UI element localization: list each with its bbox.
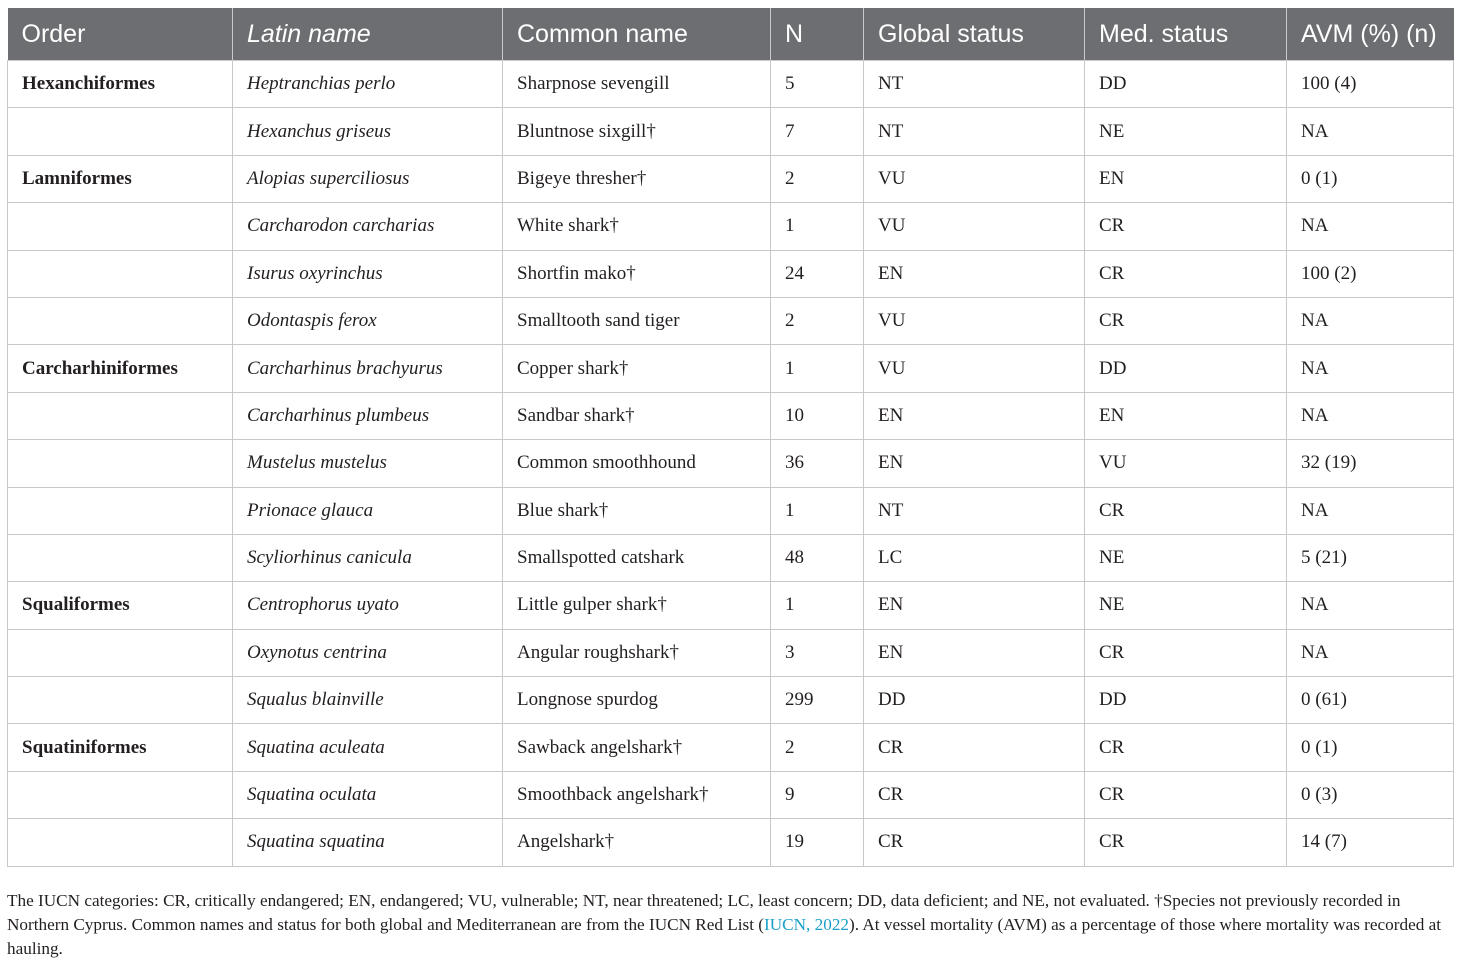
global-status-cell: EN <box>864 629 1085 676</box>
latin-name-cell: Carcharhinus brachyurus <box>233 345 503 392</box>
common-name-cell: Common smoothhound <box>503 440 771 487</box>
common-name-cell: Bluntnose sixgill† <box>503 108 771 155</box>
n-cell: 2 <box>771 155 864 202</box>
table-row <box>8 582 1454 629</box>
med-status-cell: VU <box>1085 440 1287 487</box>
med-status-cell: CR <box>1085 487 1287 534</box>
common-name-cell: Angelshark† <box>503 819 771 866</box>
table-row <box>8 392 1454 439</box>
common-name-cell: Shortfin mako† <box>503 250 771 297</box>
table-row <box>8 440 1454 487</box>
n-cell: 3 <box>771 629 864 676</box>
n-cell: 10 <box>771 392 864 439</box>
header-global-status: Global status <box>864 8 1085 61</box>
latin-name-cell: Carcharodon carcharias <box>233 203 503 250</box>
n-cell: 1 <box>771 582 864 629</box>
latin-name-cell: Squalus blainville <box>233 677 503 724</box>
med-status-cell: NE <box>1085 108 1287 155</box>
avm-cell: NA <box>1287 487 1454 534</box>
avm-cell: 100 (4) <box>1287 61 1454 108</box>
med-status-cell: CR <box>1085 724 1287 771</box>
table-row <box>8 250 1454 297</box>
med-status-cell: CR <box>1085 629 1287 676</box>
avm-cell: 100 (2) <box>1287 250 1454 297</box>
header-order: Order <box>8 8 233 61</box>
n-cell: 36 <box>771 440 864 487</box>
footnote-text-end: ). At vessel mortality (AVM) as a percentage of those where mortality was recorded at hauling. <box>7 915 1441 958</box>
med-status-cell: EN <box>1085 155 1287 202</box>
common-name-cell: Bigeye thresher† <box>503 155 771 202</box>
latin-name-cell: Hexanchus griseus <box>233 108 503 155</box>
avm-cell: NA <box>1287 345 1454 392</box>
common-name-cell: Smoothback angelshark† <box>503 771 771 818</box>
order-cell <box>8 629 233 676</box>
order-cell: Carcharhiniformes <box>8 345 233 392</box>
n-cell: 5 <box>771 61 864 108</box>
latin-name-cell: Centrophorus uyato <box>233 582 503 629</box>
common-name-cell: Sharpnose sevengill <box>503 61 771 108</box>
avm-cell: NA <box>1287 582 1454 629</box>
n-cell: 299 <box>771 677 864 724</box>
global-status-cell: CR <box>864 771 1085 818</box>
header-med-status: Med. status <box>1085 8 1287 61</box>
header-latin-name: Latin name <box>233 8 503 61</box>
order-cell <box>8 677 233 724</box>
n-cell: 19 <box>771 819 864 866</box>
common-name-cell: Longnose spurdog <box>503 677 771 724</box>
n-cell: 2 <box>771 297 864 344</box>
n-cell: 7 <box>771 108 864 155</box>
med-status-cell: CR <box>1085 203 1287 250</box>
med-status-cell: DD <box>1085 677 1287 724</box>
latin-name-cell: Alopias superciliosus <box>233 155 503 202</box>
global-status-cell: EN <box>864 250 1085 297</box>
table-row <box>8 677 1454 724</box>
global-status-cell: VU <box>864 345 1085 392</box>
n-cell: 2 <box>771 724 864 771</box>
table-row <box>8 724 1454 771</box>
global-status-cell: DD <box>864 677 1085 724</box>
avm-cell: 32 (19) <box>1287 440 1454 487</box>
n-cell: 1 <box>771 203 864 250</box>
table-row <box>8 629 1454 676</box>
table-row <box>8 819 1454 866</box>
n-cell: 1 <box>771 487 864 534</box>
latin-name-cell: Squatina squatina <box>233 819 503 866</box>
header-avm: AVM (%) (n) <box>1287 8 1454 61</box>
avm-cell: 14 (7) <box>1287 819 1454 866</box>
avm-cell: 0 (1) <box>1287 724 1454 771</box>
table-footnote <box>7 889 1453 961</box>
common-name-cell: Smallspotted catshark <box>503 534 771 581</box>
latin-name-cell: Odontaspis ferox <box>233 297 503 344</box>
order-cell <box>8 392 233 439</box>
med-status-cell: DD <box>1085 345 1287 392</box>
table-row <box>8 203 1454 250</box>
med-status-cell: NE <box>1085 582 1287 629</box>
med-status-cell: CR <box>1085 297 1287 344</box>
avm-cell: NA <box>1287 108 1454 155</box>
avm-cell: 0 (1) <box>1287 155 1454 202</box>
global-status-cell: CR <box>864 819 1085 866</box>
n-cell: 24 <box>771 250 864 297</box>
species-table-container <box>7 8 1453 867</box>
common-name-cell: Smalltooth sand tiger <box>503 297 771 344</box>
order-cell: Squaliformes <box>8 582 233 629</box>
footnote-text: The IUCN categories: CR, critically endangered; EN, endangered; VU, vulnerable; NT, near threatened; LC, least concern; DD, data deficient; and NE, not evaluated. †Species not previously recorded in Northern Cyprus. Common names and status for both global and Mediterranean are from the IUCN Red List ( <box>7 891 1401 934</box>
common-name-cell: Sandbar shark† <box>503 392 771 439</box>
order-cell <box>8 297 233 344</box>
latin-name-cell: Prionace glauca <box>233 487 503 534</box>
med-status-cell: DD <box>1085 61 1287 108</box>
common-name-cell: Sawback angelshark† <box>503 724 771 771</box>
med-status-cell: CR <box>1085 771 1287 818</box>
order-cell <box>8 534 233 581</box>
avm-cell: NA <box>1287 297 1454 344</box>
med-status-cell: CR <box>1085 250 1287 297</box>
order-cell <box>8 819 233 866</box>
n-cell: 1 <box>771 345 864 392</box>
avm-cell: 5 (21) <box>1287 534 1454 581</box>
latin-name-cell: Heptranchias perlo <box>233 61 503 108</box>
order-cell: Lamniformes <box>8 155 233 202</box>
med-status-cell: NE <box>1085 534 1287 581</box>
avm-cell: 0 (3) <box>1287 771 1454 818</box>
global-status-cell: EN <box>864 392 1085 439</box>
table-row <box>8 61 1454 108</box>
avm-cell: NA <box>1287 203 1454 250</box>
latin-name-cell: Isurus oxyrinchus <box>233 250 503 297</box>
avm-cell: NA <box>1287 392 1454 439</box>
order-cell: Squatiniformes <box>8 724 233 771</box>
table-row <box>8 297 1454 344</box>
latin-name-cell: Squatina oculata <box>233 771 503 818</box>
table-body <box>8 61 1454 867</box>
order-cell: Hexanchiformes <box>8 61 233 108</box>
global-status-cell: EN <box>864 582 1085 629</box>
common-name-cell: Little gulper shark† <box>503 582 771 629</box>
header-n: N <box>771 8 864 61</box>
common-name-cell: Copper shark† <box>503 345 771 392</box>
order-cell <box>8 203 233 250</box>
header-common-name: Common name <box>503 8 771 61</box>
table-row <box>8 534 1454 581</box>
table-row <box>8 487 1454 534</box>
avm-cell: 0 (61) <box>1287 677 1454 724</box>
common-name-cell: White shark† <box>503 203 771 250</box>
global-status-cell: NT <box>864 61 1085 108</box>
med-status-cell: EN <box>1085 392 1287 439</box>
global-status-cell: EN <box>864 440 1085 487</box>
global-status-cell: NT <box>864 487 1085 534</box>
med-status-cell: CR <box>1085 819 1287 866</box>
avm-cell: NA <box>1287 629 1454 676</box>
table-row <box>8 771 1454 818</box>
table-row <box>8 345 1454 392</box>
global-status-cell: NT <box>864 108 1085 155</box>
global-status-cell: LC <box>864 534 1085 581</box>
header-row <box>8 8 1454 61</box>
order-cell <box>8 440 233 487</box>
citation-link[interactable]: IUCN, 2022 <box>764 915 850 934</box>
latin-name-cell: Scyliorhinus canicula <box>233 534 503 581</box>
order-cell <box>8 108 233 155</box>
latin-name-cell: Oxynotus centrina <box>233 629 503 676</box>
n-cell: 9 <box>771 771 864 818</box>
latin-name-cell: Carcharhinus plumbeus <box>233 392 503 439</box>
n-cell: 48 <box>771 534 864 581</box>
common-name-cell: Blue shark† <box>503 487 771 534</box>
order-cell <box>8 771 233 818</box>
global-status-cell: VU <box>864 297 1085 344</box>
latin-name-cell: Mustelus mustelus <box>233 440 503 487</box>
order-cell <box>8 250 233 297</box>
global-status-cell: CR <box>864 724 1085 771</box>
common-name-cell: Angular roughshark† <box>503 629 771 676</box>
global-status-cell: VU <box>864 155 1085 202</box>
species-table <box>7 8 1454 867</box>
table-row <box>8 155 1454 202</box>
latin-name-cell: Squatina aculeata <box>233 724 503 771</box>
order-cell <box>8 487 233 534</box>
table-row <box>8 108 1454 155</box>
global-status-cell: VU <box>864 203 1085 250</box>
